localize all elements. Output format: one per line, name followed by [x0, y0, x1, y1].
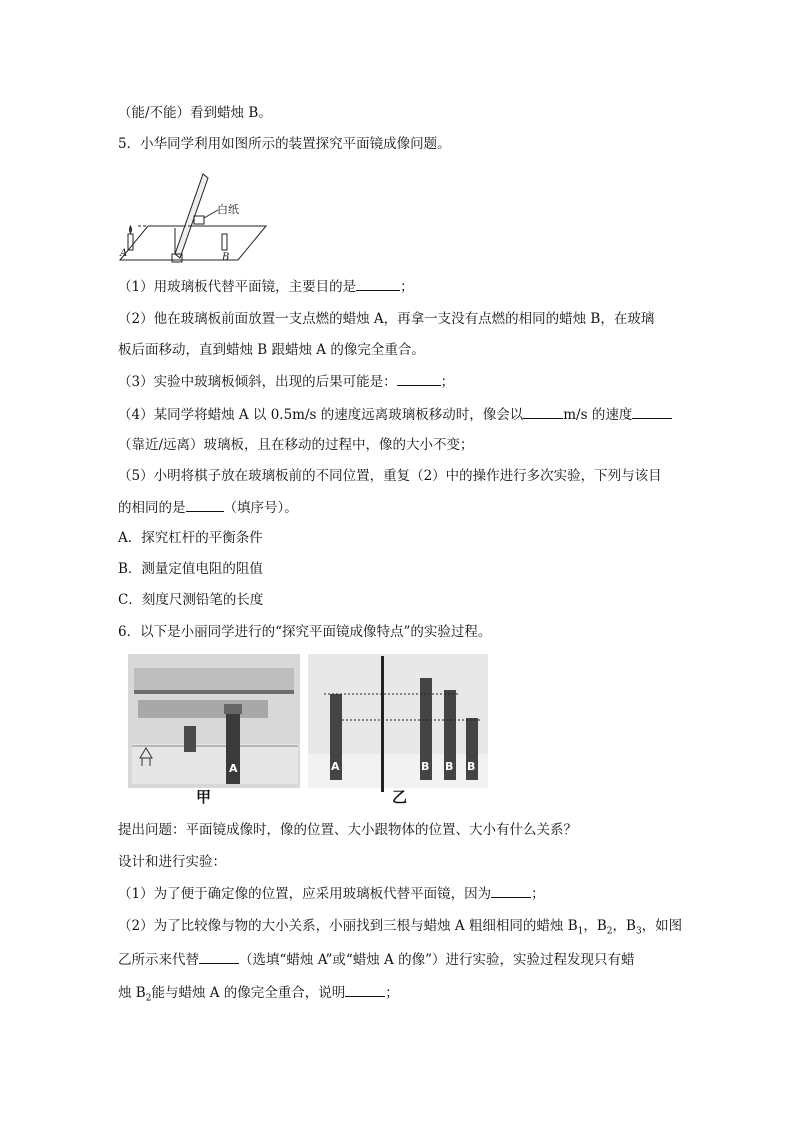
option-a: A．探究杠杆的平衡条件: [118, 530, 263, 546]
q6-design: 设计和进行实验：: [118, 854, 226, 870]
blank: [186, 498, 224, 512]
label-jia: 甲: [196, 788, 212, 804]
photo-yi: [308, 654, 488, 792]
candle-image: [184, 726, 196, 752]
candle-b: [222, 234, 227, 250]
option-c: C．刻度尺测铅笔的长度: [118, 592, 264, 608]
figure-6-photos: [128, 654, 490, 804]
q5-part1: （1）用玻璃板代替平面镜，主要目的是 ；: [118, 279, 414, 295]
q5-part3: （3）实验中玻璃板倾斜，出现的后果可能是： ；: [118, 374, 455, 390]
blank: [345, 983, 385, 997]
label-a-jia: A: [229, 762, 238, 775]
blank: [523, 405, 563, 419]
table-plane: [120, 226, 266, 260]
q5-part4b: （靠近/远离）玻璃板，且在移动的过程中，像的大小不变；: [118, 437, 474, 453]
chess-piece: [194, 216, 204, 224]
q6-part2a: （2）为了比较像与物的大小关系，小丽找到三根与蜡烛 A 粗细相同的蜡烛 $B_1$，$B_2$，$B_3$，如图: [118, 918, 683, 937]
label-b3: B: [467, 760, 476, 773]
q5-part5a: （5）小明将棋子放在玻璃板前的不同位置，重复（2）中的操作进行多次实验，下列与该目: [118, 468, 662, 484]
q6-part2b: 乙所示来代替 （选填“蜡烛 A”或“蜡烛 A 的像”）进行实验，实验过程发现只有蜡: [118, 952, 635, 968]
blank: [632, 405, 672, 419]
label-a: A: [120, 248, 128, 259]
label-b: B: [222, 252, 230, 263]
photo-jia: [128, 654, 300, 788]
q6-part1: （1）为了便于确定像的位置，应采用玻璃板代替平面镜，因为 ；: [118, 886, 545, 902]
question-5-title: 5．小华同学利用如图所示的装置探究平面镜成像问题。: [118, 136, 451, 152]
q5-part2a: （2）他在玻璃板前面放置一支点燃的蜡烛 A，再拿一支没有点燃的相同的蜡烛 B，在玻璃: [118, 311, 655, 327]
q6-part2c: 烛 $B_2$能与蜡烛 A 的像完全重合，说明 ；: [118, 985, 399, 1004]
glass-edge: [381, 656, 384, 792]
blank: [199, 950, 239, 964]
label-yi: 乙: [392, 788, 408, 804]
blank: [397, 372, 441, 386]
figure-5-apparatus: [118, 168, 268, 266]
q5-part5b: 的相同的是 （填序号）。: [118, 500, 298, 516]
label-b2: B: [445, 760, 454, 773]
text-line-0: （能/不能）看到蜡烛 B。: [118, 105, 272, 121]
question-6-title: 6．以下是小丽同学进行的“探究平面镜成像特点”的实验过程。: [118, 624, 492, 640]
label-b1: B: [421, 760, 430, 773]
q6-question: 提出问题：平面镜成像时，像的位置、大小跟物体的位置、大小有什么关系？: [118, 822, 577, 838]
blank: [356, 277, 400, 291]
q5-part4a: （4）某同学将蜡烛 A 以 0.5m/s 的速度远离玻璃板移动时，像会以 m/s 的速度: [118, 405, 672, 424]
label-a-yi: A: [331, 760, 340, 773]
option-b: B．测量定值电阻的阻值: [118, 561, 263, 577]
q5-part2b: 板后面移动，直到蜡烛 B 跟蜡烛 A 的像完全重合。: [118, 342, 425, 358]
label-paper: 白纸: [217, 203, 239, 216]
blank: [491, 884, 531, 898]
